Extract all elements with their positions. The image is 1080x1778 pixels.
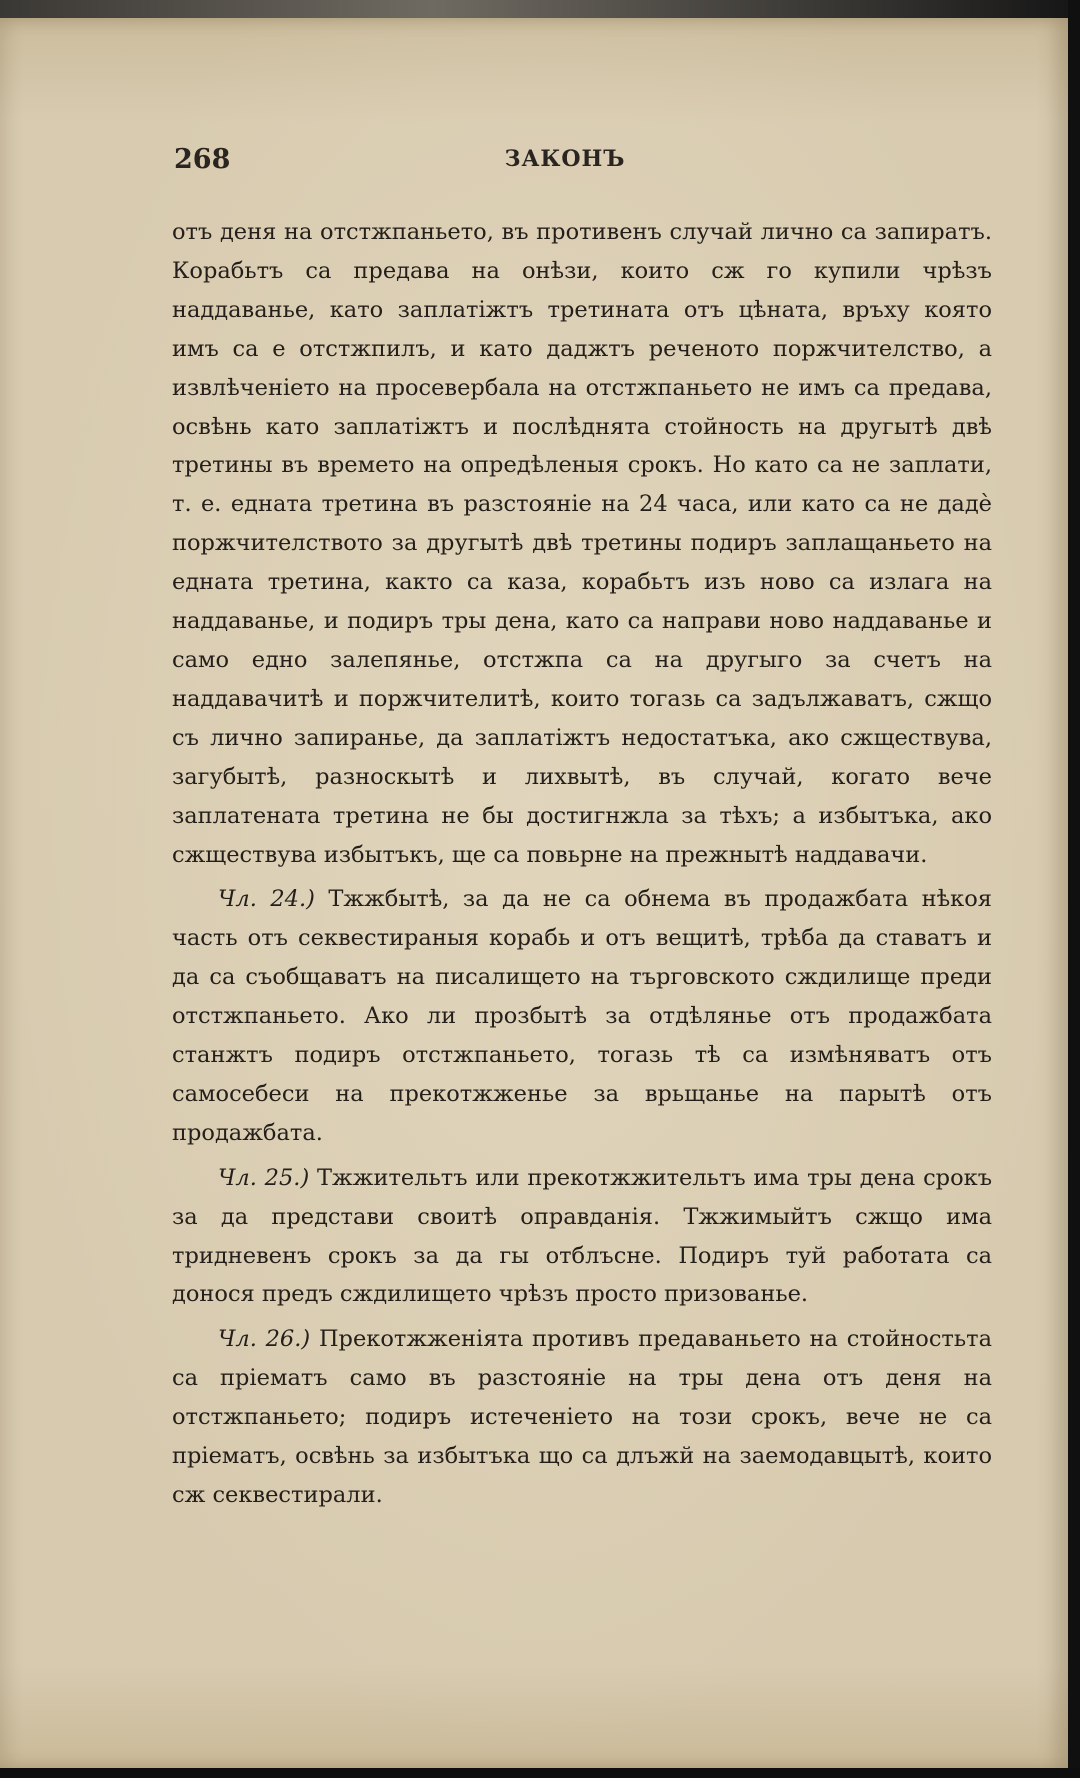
paragraph-article-24 (172, 880, 992, 1152)
article-label: Чл. 24.) (218, 886, 315, 913)
paragraph-continuation (172, 213, 992, 874)
scan-right-edge (1068, 0, 1080, 1778)
page-header (0, 126, 1070, 175)
scan-bottom-edge (0, 1768, 1080, 1778)
running-head: ЗАКОНЪ (504, 146, 626, 172)
paragraph-text: отъ деня на отстжпаньето, въ противенъ случай лично са запиратъ. Корабьтъ са предава на онѣзи, които сж го купили чрѣзъ наддаванье, като заплатіжтъ третината отъ цѣната, връху която имъ са е отстжпилъ, и като даджтъ реченото поржчителство, а извлѣченіето на просевербала на отстжпаньето не имъ са предава, освѣнь като заплатіжтъ и послѣднята стойность на другытѣ двѣ третины въ времето на опредѣленыя срокъ. Но като са не заплати, т. е. едната третина въ разстояніе на 24 часа, или като са не дадѐ поржчителството за другытѣ двѣ третины подиръ заплащаньето на едната третина, както са каза, корабьтъ изъ ново са излага на наддаванье, и подиръ тры дена, като са направи ново наддаванье и само едно залепянье, отстжпа са на другыго за счетъ на наддавачитѣ и поржчителитѣ, които тогазь са задължаватъ, сжщо съ лично запиранье, да заплатіжтъ недостатъка, ако сжществува, загубытѣ, разноскытѣ и лихвытѣ, въ случай, когато вече заплатената третина не бы достигнжла за тѣхъ; а избытъка, ако сжществува избытъкъ, ще са повьрне на прежнытѣ наддавачи. (172, 219, 992, 868)
paragraph-text: Прекотжженіята противъ предаваньето на стойностьта са пріематъ само въ разстояніе на тры дена отъ деня на отстжпаньето; подиръ истеченіето на този срокъ, вече не са пріематъ, освѣнь за избытъка що са длъжй на заемодавцытѣ, които сж секвестирали. (172, 1326, 992, 1508)
article-label: Чл. 26.) (218, 1326, 311, 1353)
page-body (172, 213, 992, 1515)
article-label: Чл. 25.) (218, 1164, 310, 1191)
paragraph-article-26 (172, 1320, 992, 1515)
paragraph-article-25 (172, 1159, 992, 1315)
paragraph-text: Тжжительтъ или прекотжжительтъ има тры дена срокъ за да представи своитѣ оправданія. Тжжимыйтъ сжщо има тридневенъ срокъ за да гы отблъсне. Подиръ туй работата са донося предъ сждилището чрѣзъ просто призованье. (172, 1164, 993, 1308)
paragraph-text: Тжжбытѣ, за да не са обнема въ продажбата нѣкоя часть отъ секвестираныя корабь и отъ вещитѣ, трѣба да ставатъ и да са съобщаватъ на писалището на търговското сждилище преди отстжпаньето. Ако ли прозбытѣ за отдѣлянье отъ продажбата станжтъ подиръ отстжпаньето, тогазь тѣ са измѣняватъ отъ самосебеси на прекотжженье за врьщанье на парытѣ отъ продажбата. (172, 886, 992, 1146)
book-page (0, 18, 1070, 1770)
page-number: 268 (174, 144, 231, 175)
